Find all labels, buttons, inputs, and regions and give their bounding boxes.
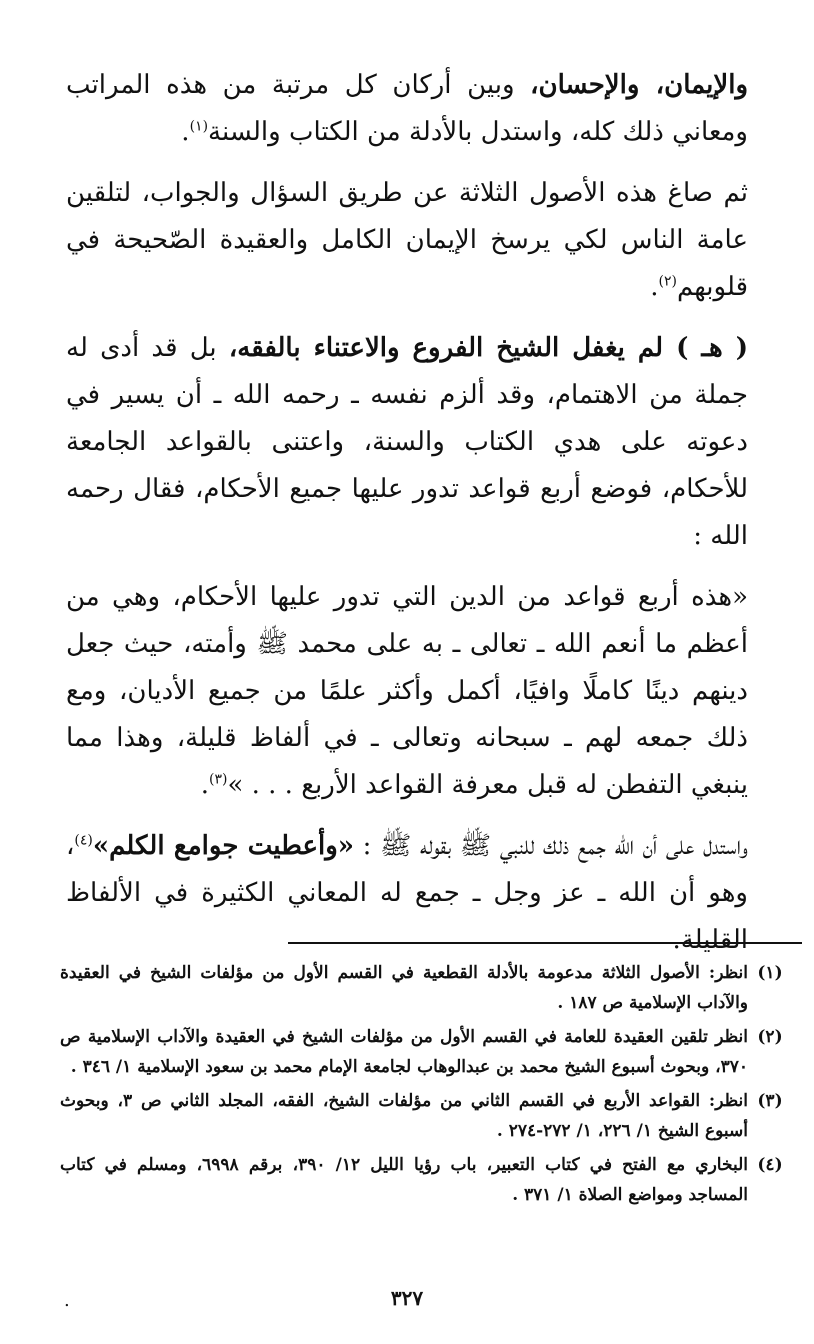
paragraph-3-bold-lead: ( هـ ) لم يغفل الشيخ الفروع والاعتناء بالفقه،: [228, 333, 748, 363]
paragraph-2: [66, 170, 748, 311]
footnote-number: (٢): [757, 1027, 783, 1047]
footnote-text: البخاري مع الفتح في كتاب التعبير، باب رؤيا الليل ١٢/ ٣٩٠، برقم ٦٩٩٨، ومسلم في كتاب المساجد ومواضع الصلاة ١/ ٣٧١ .: [60, 1155, 748, 1205]
paragraph-2-end: .: [650, 272, 659, 302]
page-number: ٣٢٧: [390, 1286, 424, 1310]
paragraph-3: [66, 325, 748, 560]
footnote-2: [60, 1022, 792, 1082]
footnote-separator: [288, 942, 802, 944]
paragraph-1-end: .: [181, 117, 190, 147]
paragraph-4-text: «هذه أربع قواعد من الدين التي تدور عليها الأحكام، وهي من أعظم ما أنعم الله ـ تعالى ـ به على محمد ﷺ وأمته، حيث جعل دينهم دينًا كاملًا وافيًا، أكمل وأكثر علمًا من جميع الأديان، ومع ذلك جمعه لهم ـ سبحانه وتعالى ـ في ألفاظ قليلة، وهذا مما ينبغي التفطن له قبل معرفة القواعد الأربع . . . »: [66, 582, 748, 800]
footnote-1: [60, 958, 792, 1018]
footnote-ref-4[interactable]: (٤): [74, 832, 93, 849]
paragraph-4-end: .: [200, 770, 209, 800]
paragraph-5-hadith-quote: «وأعطيت جوامع الكلم»: [92, 831, 355, 861]
corner-mark: .: [64, 1290, 70, 1311]
footnote-text: انظر تلقين العقيدة للعامة في القسم الأول من مؤلفات الشيخ في العقيدة والآداب الإسلامية ص ٣٧٠، وبحوث أسبوع الشيخ محمد بن عبدالوهاب لجامعة الإمام محمد بن سعود الإسلامية ١/ ٣٤٦ .: [60, 1027, 748, 1077]
paragraph-1-bold-lead: والإيمان، والإحسان،: [530, 70, 749, 100]
paragraph-3-text: بل قد أدى له جملة من الاهتمام، وقد ألزم نفسه ـ رحمه الله ـ أن يسير في دعوته على هدي الكتاب والسنة، واعتنى بالقواعد الجامعة للأحكام، فوضع أربع قواعد تدور عليها جميع الأحكام، فقال رحمه الله :: [66, 333, 748, 551]
footnote-ref-2[interactable]: (٢): [658, 273, 677, 290]
paragraph-4-quote: [66, 574, 748, 809]
footnote-text: انظر: الأصول الثلاثة مدعومة بالأدلة القطعية في القسم الأول من مؤلفات الشيخ في العقيدة والآداب الإسلامية ص ١٨٧ .: [60, 963, 748, 1013]
paragraph-5-text-a: واستدل على أن الله جمع ذلك للنبي ﷺ بقوله ﷺ :: [354, 831, 748, 861]
paragraph-2-text: ثم صاغ هذه الأصول الثلاثة عن طريق السؤال والجواب، لتلقين عامة الناس لكي يرسخ الإيمان الكامل والعقيدة الصّحيحة في قلوبهم: [66, 178, 748, 302]
paragraph-1: [66, 62, 748, 156]
footnote-4: [60, 1150, 792, 1210]
footnote-number: (١): [757, 963, 783, 983]
footnote-number: (٣): [757, 1091, 783, 1111]
footnote-3: [60, 1086, 792, 1146]
main-text: [66, 62, 748, 964]
paragraph-1-text: وبين أركان كل مرتبة من هذه المراتب ومعاني ذلك كله، واستدل بالأدلة من الكتاب والسنة: [66, 70, 748, 147]
footnote-ref-3[interactable]: (٣): [208, 771, 228, 788]
paragraph-5-text-b: ، وهو أن الله ـ عز وجل ـ جمع له المعاني الكثيرة في الألفاظ القليلة.: [66, 831, 748, 955]
footnotes: [60, 958, 792, 1214]
footnote-number: (٤): [757, 1155, 783, 1175]
footnote-text: انظر: القواعد الأربع في القسم الثاني من مؤلفات الشيخ، الفقه، المجلد الثاني ص ٣، وبحوث أسبوع الشيخ ١/ ٢٢٦، ١/ ٢٧٢-٢٧٤ .: [60, 1091, 748, 1141]
footnote-ref-1[interactable]: (١): [189, 118, 209, 135]
